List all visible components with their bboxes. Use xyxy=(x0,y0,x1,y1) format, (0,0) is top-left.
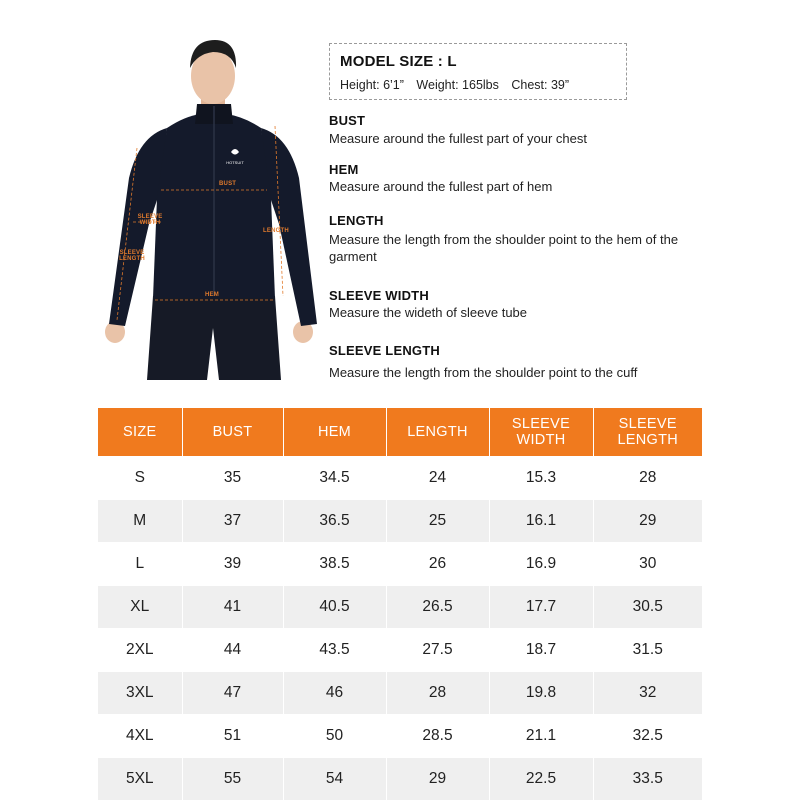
header-bust: BUST xyxy=(182,408,283,456)
cell-sleeve-width: 16.9 xyxy=(489,542,593,585)
table-row xyxy=(98,628,702,671)
guide-sleeve-length-title: SLEEVE LENGTH xyxy=(329,343,440,358)
cell-hem: 34.5 xyxy=(283,456,386,499)
header-hem: HEM xyxy=(283,408,386,456)
cell-length: 28 xyxy=(386,671,489,714)
cell-length: 26 xyxy=(386,542,489,585)
cell-hem: 54 xyxy=(283,757,386,800)
table-header-row xyxy=(98,408,702,456)
cell-sleeve-width: 16.1 xyxy=(489,499,593,542)
bust-label: BUST xyxy=(219,181,237,187)
cell-hem: 50 xyxy=(283,714,386,757)
cell-size: M xyxy=(98,499,182,542)
cell-hem: 46 xyxy=(283,671,386,714)
sleeve-length-label-line1: SLEEVE xyxy=(119,250,145,256)
model-chest: Chest: 39” xyxy=(511,78,570,92)
table-body xyxy=(98,456,702,800)
cell-hem: 43.5 xyxy=(283,628,386,671)
length-label: LENGTH xyxy=(263,228,289,234)
cell-sleeve-length: 31.5 xyxy=(593,628,702,671)
cell-size: S xyxy=(98,456,182,499)
model-illustration xyxy=(95,28,325,380)
table-row xyxy=(98,499,702,542)
model-weight: Weight: 165lbs xyxy=(416,78,499,92)
sleeve-length-label xyxy=(117,250,147,262)
cell-sleeve-length: 30.5 xyxy=(593,585,702,628)
cell-size: XL xyxy=(98,585,182,628)
guide-sleeve-length-desc: Measure the length from the shoulder point to the cuff xyxy=(329,365,638,380)
cell-length: 25 xyxy=(386,499,489,542)
header-sleeve-length: SLEEVE LENGTH xyxy=(593,408,702,456)
guide-sleeve-width-title: SLEEVE WIDTH xyxy=(329,288,429,303)
cell-bust: 37 xyxy=(182,499,283,542)
cell-bust: 55 xyxy=(182,757,283,800)
cell-sleeve-width: 19.8 xyxy=(489,671,593,714)
cell-hem: 38.5 xyxy=(283,542,386,585)
model-size-box xyxy=(329,43,627,100)
table-row xyxy=(98,757,702,800)
guide-bust-desc: Measure around the fullest part of your chest xyxy=(329,131,587,146)
cell-bust: 41 xyxy=(182,585,283,628)
model-size-title: MODEL SIZE : L xyxy=(340,53,457,70)
cell-length: 26.5 xyxy=(386,585,489,628)
cell-sleeve-length: 29 xyxy=(593,499,702,542)
pants xyxy=(147,296,281,380)
sleeve-width-label-line2: WIDTH xyxy=(139,220,161,226)
model-height: Height: 6’1” xyxy=(340,78,404,92)
model-stats xyxy=(340,78,578,92)
guide-length-title: LENGTH xyxy=(329,213,384,228)
guide-sleeve-width-desc: Measure the wideth of sleeve tube xyxy=(329,305,528,320)
cell-bust: 47 xyxy=(182,671,283,714)
sleeve-width-label-line1: SLEEVE xyxy=(137,214,163,220)
cell-sleeve-length: 30 xyxy=(593,542,702,585)
header-length: LENGTH xyxy=(386,408,489,456)
cell-sleeve-length: 32.5 xyxy=(593,714,702,757)
logo-text: HOTSUIT xyxy=(226,160,244,165)
cell-size: 4XL xyxy=(98,714,182,757)
guide-hem-desc: Measure around the fullest part of hem xyxy=(329,179,553,194)
cell-hem: 40.5 xyxy=(283,585,386,628)
guide-bust-title: BUST xyxy=(329,113,366,128)
table-row xyxy=(98,542,702,585)
cell-sleeve-length: 32 xyxy=(593,671,702,714)
cell-sleeve-width: 15.3 xyxy=(489,456,593,499)
sleeve-width-label xyxy=(135,214,165,226)
table-row xyxy=(98,585,702,628)
header-sleeve-width: SLEEVE WIDTH xyxy=(489,408,593,456)
cell-size: 5XL xyxy=(98,757,182,800)
cell-sleeve-width: 21.1 xyxy=(489,714,593,757)
cell-bust: 39 xyxy=(182,542,283,585)
cell-bust: 44 xyxy=(182,628,283,671)
cell-sleeve-length: 28 xyxy=(593,456,702,499)
guide-hem-title: HEM xyxy=(329,162,359,177)
cell-size: 2XL xyxy=(98,628,182,671)
cell-length: 24 xyxy=(386,456,489,499)
size-chart-table xyxy=(98,408,702,800)
cell-sleeve-width: 22.5 xyxy=(489,757,593,800)
guide-length-desc: Measure the length from the shoulder point to the hem of the garment xyxy=(329,232,679,264)
cell-bust: 51 xyxy=(182,714,283,757)
cell-length: 28.5 xyxy=(386,714,489,757)
table-row xyxy=(98,671,702,714)
header-size: SIZE xyxy=(98,408,182,456)
cell-size: L xyxy=(98,542,182,585)
cell-sleeve-width: 18.7 xyxy=(489,628,593,671)
sleeve-length-label-line2: LENGTH xyxy=(119,256,145,262)
cell-hem: 36.5 xyxy=(283,499,386,542)
cell-sleeve-width: 17.7 xyxy=(489,585,593,628)
hem-label: HEM xyxy=(205,292,219,298)
cell-size: 3XL xyxy=(98,671,182,714)
cell-sleeve-length: 33.5 xyxy=(593,757,702,800)
table-row xyxy=(98,714,702,757)
model-figure xyxy=(95,28,325,380)
cell-length: 27.5 xyxy=(386,628,489,671)
cell-bust: 35 xyxy=(182,456,283,499)
cell-length: 29 xyxy=(386,757,489,800)
table-row xyxy=(98,456,702,499)
